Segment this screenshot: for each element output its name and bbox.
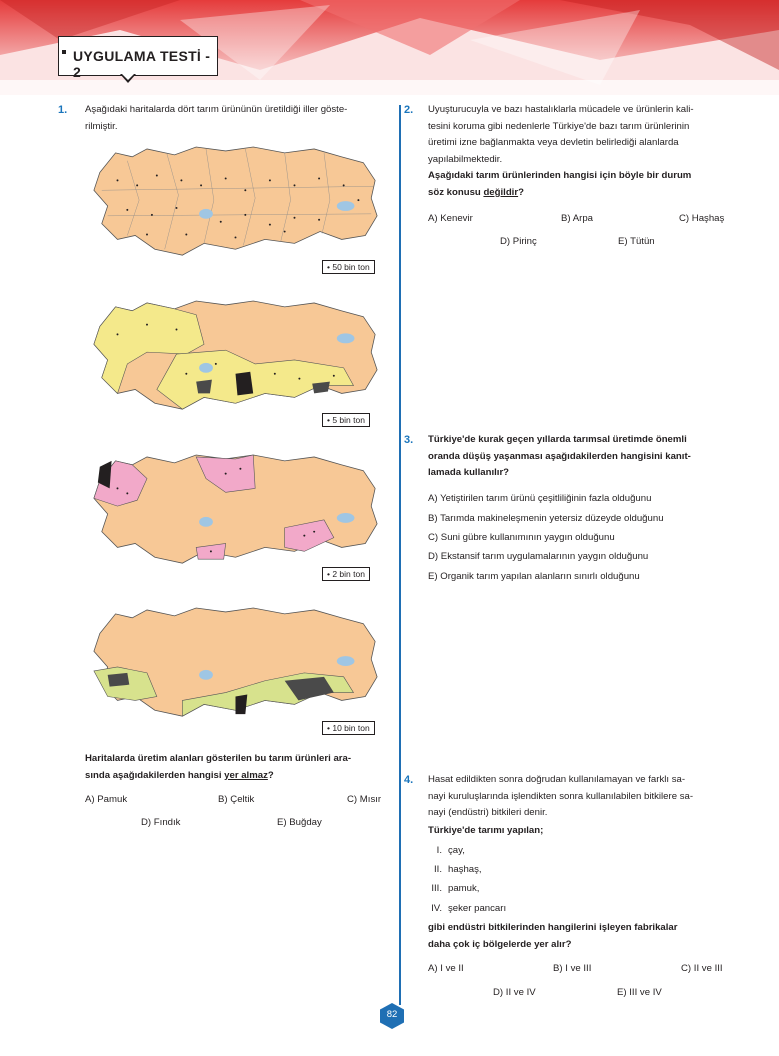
q2-question-line1: Aşağıdaki tarım ürünlerinden hangisi için böyle bir durum	[428, 170, 692, 181]
q4-option-a[interactable]: A) I ve II	[428, 963, 464, 974]
turkey-map-2	[88, 294, 383, 424]
q2-question-emphasis: değildir	[483, 186, 519, 198]
q3-option-a[interactable]: A) Yetiştirilen tarım ürünü çeşitliliğinin fazla olduğunu	[428, 493, 652, 504]
q2-question-line2-post: ?	[518, 186, 524, 198]
q1-question-line1: Haritalarda üretim alanları gösterilen bu tarım ürünleri ara-	[85, 753, 352, 764]
q4-line1: Hasat edildikten sonra doğrudan kullanılamayan ve farklı sa-	[428, 774, 686, 785]
q4-line3: nayi (endüstri) bitkileri denir.	[428, 807, 548, 818]
q1-number: 1.	[58, 104, 68, 116]
q4-option-b[interactable]: B) I ve III	[553, 963, 592, 974]
page-number: 82	[386, 1009, 398, 1020]
q1-question	[85, 751, 390, 784]
q2-line1: Uyuşturucuyla ve bazı hastalıklarla mücadele ve ürünlerin kali-	[428, 104, 694, 115]
q2-stem	[428, 102, 733, 168]
q3-option-d[interactable]: D) Ekstansif tarım uygulamalarının yaygın olduğunu	[428, 551, 649, 562]
q2-option-d[interactable]: D) Pirinç	[500, 236, 537, 247]
q4-question-line1: gibi endüstri bitkilerinden hangilerini işleyen fabrikalar	[428, 922, 678, 933]
q2-line4: yapılabilmektedir.	[428, 153, 503, 165]
q4-item-4-number: IV.	[431, 903, 442, 914]
column-divider	[399, 105, 401, 1005]
q2-question	[428, 168, 733, 201]
q4-question	[428, 920, 733, 953]
q3-line2: oranda düşüş yaşanması aşağıdakilerden hangisini kanıt-	[428, 450, 691, 462]
q3-line1: Türkiye'de kurak geçen yıllarda tarımsal üretimde önemli	[428, 434, 687, 445]
q4-line2: nayi kuruluşlarında işlendikten sonra kullanılabilen bitkilere sa-	[428, 790, 694, 802]
turkey-map-1	[88, 140, 383, 270]
q3-option-e[interactable]: E) Organik tarım yapılan alanların sınırlı olduğunu	[428, 571, 640, 582]
q1-question-line2-pre: sında aşağıdakilerden hangisi	[85, 769, 225, 781]
q4-item-1-number: I.	[436, 845, 442, 856]
q3-number: 3.	[404, 434, 414, 446]
q3-option-b[interactable]: B) Tarımda makineleşmenin yetersiz düzeyde olduğunu	[428, 513, 664, 524]
q1-option-a[interactable]: A) Pamuk	[85, 794, 128, 805]
title-marker	[62, 50, 66, 54]
q2-option-a[interactable]: A) Kenevir	[428, 213, 473, 224]
title-pointer-inner	[122, 74, 134, 80]
q2-number: 2.	[404, 104, 414, 116]
q2-option-e[interactable]: E) Tütün	[618, 236, 655, 247]
q2-option-b[interactable]: B) Arpa	[561, 213, 593, 224]
q1-intro-line2: rilmiştir.	[85, 120, 118, 132]
q2-question-line2-pre: söz konusu	[428, 186, 484, 198]
test-title-box	[58, 36, 218, 80]
q3-option-c[interactable]: C) Suni gübre kullanımının yaygın olduğunu	[428, 532, 615, 543]
q4-item-2-text: haşhaş,	[448, 864, 482, 875]
q4-item-1-text: çay,	[448, 845, 465, 856]
q1-option-c[interactable]: C) Mısır	[347, 794, 382, 805]
q4-item-3-text: pamuk,	[448, 883, 480, 894]
q1-intro-line1: Aşağıdaki haritalarda dört tarım ürününün üretildiği iller göste-	[85, 104, 348, 115]
map-1-legend: • 50 bin ton	[322, 260, 375, 274]
map-2-legend: • 5 bin ton	[322, 413, 370, 427]
q4-item-3-number: III.	[431, 883, 442, 894]
q4-item-4-text: şeker pancarı	[448, 903, 507, 914]
page-number-badge	[380, 1003, 404, 1029]
q4-option-d[interactable]: D) II ve IV	[493, 987, 536, 998]
map-3-legend: • 2 bin ton	[322, 567, 370, 581]
q3-stem	[428, 432, 733, 482]
q4-stem	[428, 772, 733, 822]
q1-question-line2-post: ?	[267, 769, 274, 781]
turkey-map-4	[88, 601, 383, 731]
turkey-map-3	[88, 448, 383, 578]
map-4-legend: • 10 bin ton	[322, 721, 375, 735]
q1-intro	[85, 102, 390, 135]
q4-number: 4.	[404, 774, 414, 786]
q4-lead: Türkiye'de tarımı yapılan;	[428, 825, 544, 836]
q4-question-line2: daha çok iç bölgelerde yer alır?	[428, 938, 572, 950]
q2-line3: üretimi izne bağlanmakta veya devletin belirlediği alanlarda	[428, 137, 679, 148]
q3-line3: lamada kullanılır?	[428, 467, 510, 478]
q1-option-d[interactable]: D) Fındık	[141, 817, 181, 828]
test-title: UYGULAMA TESTİ - 2	[73, 48, 211, 80]
q1-question-emphasis: yer almaz	[224, 769, 268, 781]
q4-item-2-number: II.	[434, 864, 442, 875]
q4-option-e[interactable]: E) III ve IV	[617, 987, 662, 998]
q4-option-c[interactable]: C) II ve III	[681, 963, 723, 974]
q2-option-c[interactable]: C) Haşhaş	[679, 213, 725, 224]
q1-option-e[interactable]: E) Buğday	[277, 817, 322, 828]
q2-line2: tesini koruma gibi nedenlerle Türkiye'de bazı tarım ürünlerinin	[428, 120, 690, 132]
q1-option-b[interactable]: B) Çeltik	[218, 794, 255, 805]
